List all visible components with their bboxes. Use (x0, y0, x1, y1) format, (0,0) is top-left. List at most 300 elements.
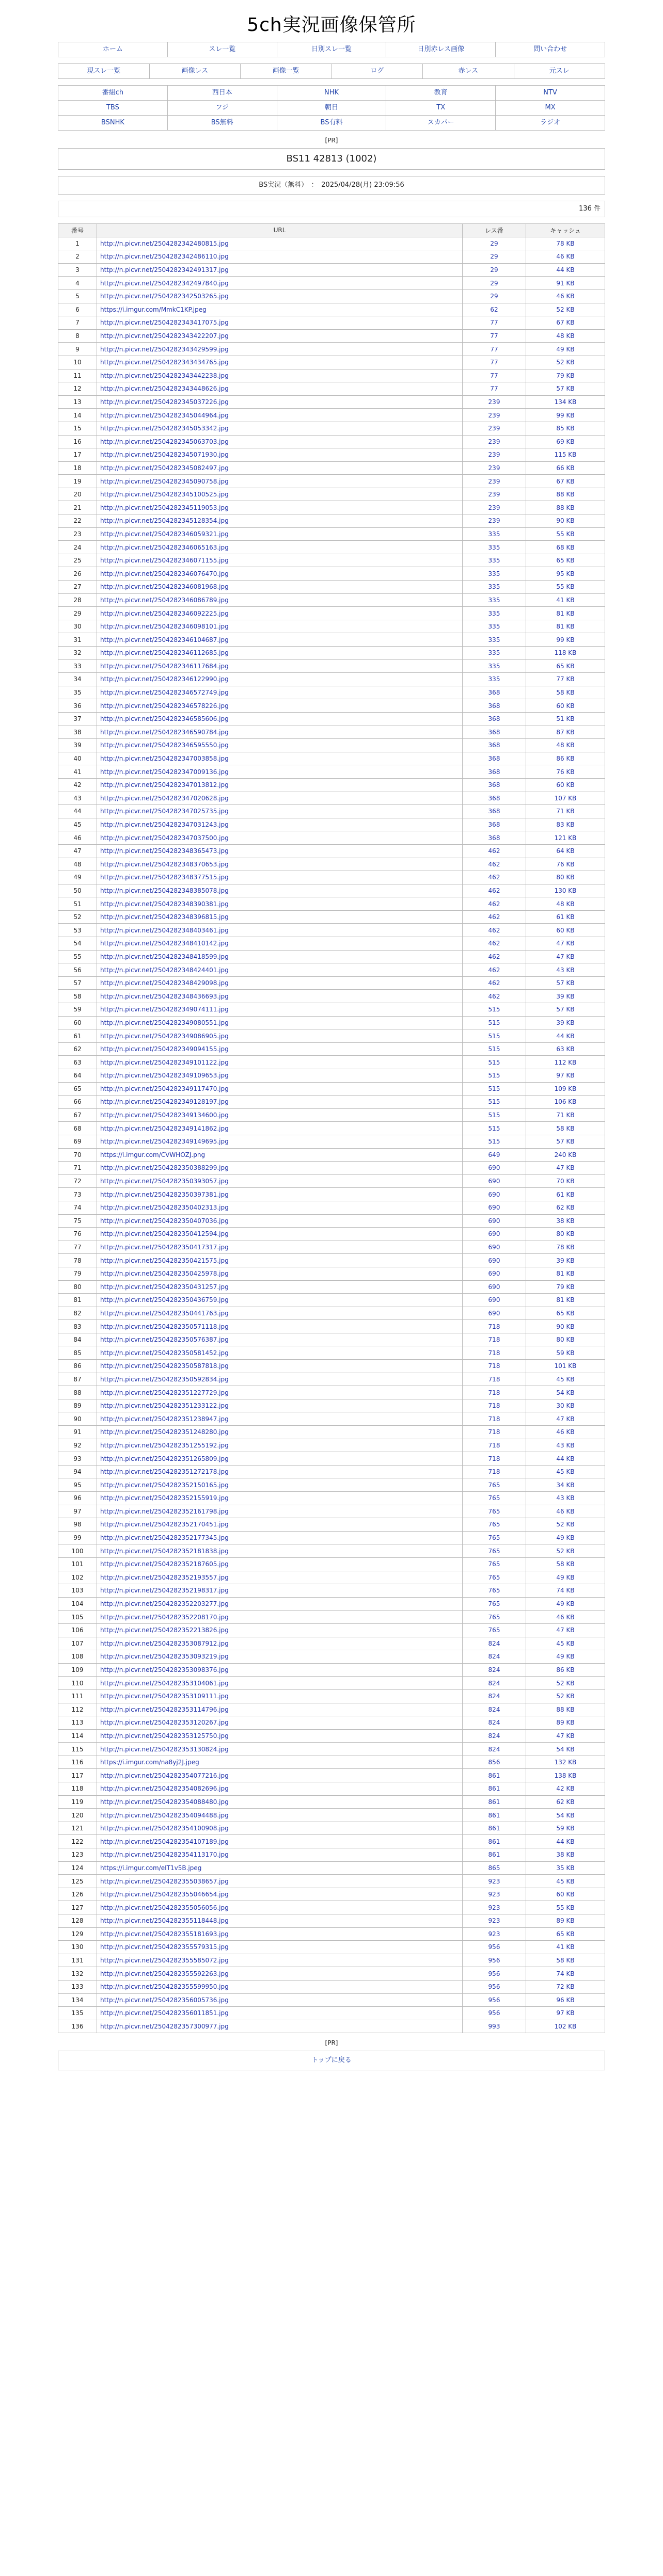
row-res-number[interactable]: 861 (463, 1822, 526, 1835)
row-res-number[interactable]: 690 (463, 1280, 526, 1294)
row-cache-size[interactable]: 87 KB (526, 726, 605, 739)
image-url-link[interactable]: http://n.picvr.net/2504282349080551.jpg (100, 1019, 229, 1026)
image-url-link[interactable]: http://n.picvr.net/2504282346104687.jpg (100, 636, 229, 643)
row-cache-size[interactable]: 95 KB (526, 567, 605, 581)
image-url-link[interactable]: http://n.picvr.net/2504282350397381.jpg (100, 1190, 229, 1198)
channel-link[interactable]: NHK (277, 86, 387, 100)
image-url-link[interactable]: http://n.picvr.net/2504282347013812.jpg (100, 781, 229, 789)
row-res-number[interactable]: 29 (463, 289, 526, 303)
image-url-link[interactable]: http://n.picvr.net/2504282348424401.jpg (100, 966, 229, 974)
image-url-link[interactable]: http://n.picvr.net/2504282352177345.jpg (100, 1534, 229, 1542)
row-cache-size[interactable]: 90 KB (526, 514, 605, 528)
row-cache-size[interactable]: 45 KB (526, 1373, 605, 1386)
image-url-link[interactable]: http://n.picvr.net/2504282349117470.jpg (100, 1085, 229, 1092)
row-res-number[interactable]: 515 (463, 1135, 526, 1148)
row-cache-size[interactable]: 46 KB (526, 250, 605, 264)
row-cache-size[interactable]: 88 KB (526, 501, 605, 514)
row-cache-size[interactable]: 55 KB (526, 581, 605, 594)
image-url-link[interactable]: http://n.picvr.net/2504282350412594.jpg (100, 1230, 229, 1238)
row-cache-size[interactable]: 55 KB (526, 527, 605, 541)
image-url-link[interactable]: http://n.picvr.net/2504282346595550.jpg (100, 742, 229, 749)
row-cache-size[interactable]: 76 KB (526, 858, 605, 871)
image-url-link[interactable]: http://n.picvr.net/2504282346590784.jpg (100, 728, 229, 736)
image-url-link[interactable]: http://n.picvr.net/2504282353109111.jpg (100, 1693, 229, 1700)
nav-home[interactable]: ホーム (58, 42, 168, 57)
nav-red-res[interactable]: 赤レス (423, 64, 514, 78)
row-res-number[interactable]: 824 (463, 1703, 526, 1716)
channel-link[interactable]: TBS (58, 101, 168, 115)
row-res-number[interactable]: 515 (463, 1003, 526, 1017)
image-url-link[interactable]: http://n.picvr.net/2504282343442238.jpg (100, 372, 229, 379)
image-url-link[interactable]: http://n.picvr.net/2504282349109653.jpg (100, 1072, 229, 1080)
row-res-number[interactable]: 515 (463, 1122, 526, 1135)
row-res-number[interactable]: 77 (463, 369, 526, 382)
row-res-number[interactable]: 515 (463, 1042, 526, 1056)
row-res-number[interactable]: 824 (463, 1716, 526, 1730)
row-res-number[interactable]: 77 (463, 356, 526, 369)
row-res-number[interactable]: 462 (463, 910, 526, 924)
image-url-link[interactable]: http://n.picvr.net/2504282347009136.jpg (100, 768, 229, 776)
row-res-number[interactable]: 690 (463, 1294, 526, 1307)
row-res-number[interactable]: 515 (463, 1056, 526, 1069)
image-url-link[interactable]: http://n.picvr.net/2504282357300977.jpg (100, 2023, 229, 2031)
row-cache-size[interactable]: 44 KB (526, 1835, 605, 1848)
image-url-link[interactable]: http://n.picvr.net/2504282345071930.jpg (100, 451, 229, 459)
row-cache-size[interactable]: 64 KB (526, 844, 605, 858)
row-res-number[interactable]: 861 (463, 1848, 526, 1862)
row-res-number[interactable]: 824 (463, 1677, 526, 1690)
row-res-number[interactable]: 29 (463, 237, 526, 250)
row-cache-size[interactable]: 107 KB (526, 792, 605, 805)
nav-log[interactable]: ログ (332, 64, 423, 78)
image-url-link[interactable]: http://n.picvr.net/2504282356005736.jpg (100, 1996, 229, 2004)
row-cache-size[interactable]: 52 KB (526, 1518, 605, 1532)
row-cache-size[interactable]: 97 KB (526, 2007, 605, 2020)
row-cache-size[interactable]: 67 KB (526, 316, 605, 330)
row-cache-size[interactable]: 46 KB (526, 1426, 605, 1439)
row-cache-size[interactable]: 109 KB (526, 1082, 605, 1096)
image-url-link[interactable]: http://n.picvr.net/2504282346122990.jpg (100, 675, 229, 683)
row-res-number[interactable]: 690 (463, 1201, 526, 1214)
row-res-number[interactable]: 690 (463, 1307, 526, 1320)
image-url-link[interactable]: http://n.picvr.net/2504282346086789.jpg (100, 596, 229, 604)
image-url-link[interactable]: http://n.picvr.net/2504282349094155.jpg (100, 1045, 229, 1053)
image-url-link[interactable]: http://n.picvr.net/2504282354082696.jpg (100, 1785, 229, 1793)
row-res-number[interactable]: 368 (463, 712, 526, 726)
row-res-number[interactable]: 462 (463, 924, 526, 937)
row-res-number[interactable]: 335 (463, 593, 526, 607)
row-cache-size[interactable]: 62 KB (526, 1201, 605, 1214)
row-res-number[interactable]: 239 (463, 501, 526, 514)
row-cache-size[interactable]: 51 KB (526, 712, 605, 726)
row-res-number[interactable]: 77 (463, 343, 526, 356)
image-url-link[interactable]: http://n.picvr.net/2504282350388299.jpg (100, 1164, 229, 1172)
row-res-number[interactable]: 462 (463, 884, 526, 897)
nav-thread-list[interactable]: スレ一覧 (168, 42, 277, 57)
row-res-number[interactable]: 865 (463, 1861, 526, 1875)
image-url-link[interactable]: http://n.picvr.net/2504282352203277.jpg (100, 1600, 229, 1608)
row-cache-size[interactable]: 60 KB (526, 924, 605, 937)
row-res-number[interactable]: 861 (463, 1809, 526, 1822)
image-url-link[interactable]: http://n.picvr.net/2504282347031243.jpg (100, 821, 229, 829)
image-url-link[interactable]: http://n.picvr.net/2504282348377515.jpg (100, 874, 229, 881)
row-res-number[interactable]: 335 (463, 633, 526, 647)
image-url-link[interactable]: http://n.picvr.net/2504282350592834.jpg (100, 1375, 229, 1383)
row-cache-size[interactable]: 88 KB (526, 1703, 605, 1716)
image-url-link[interactable]: http://n.picvr.net/2504282346578226.jpg (100, 702, 229, 710)
row-cache-size[interactable]: 101 KB (526, 1360, 605, 1373)
row-res-number[interactable]: 956 (463, 1967, 526, 1981)
image-url-link[interactable]: http://n.picvr.net/2504282343429599.jpg (100, 345, 229, 353)
row-cache-size[interactable]: 78 KB (526, 1241, 605, 1254)
row-cache-size[interactable]: 39 KB (526, 1254, 605, 1267)
image-url-link[interactable]: http://n.picvr.net/2504282350587818.jpg (100, 1362, 229, 1370)
row-cache-size[interactable]: 46 KB (526, 1505, 605, 1518)
row-res-number[interactable]: 718 (463, 1465, 526, 1478)
image-url-link[interactable]: http://n.picvr.net/2504282348436693.jpg (100, 992, 229, 1000)
row-cache-size[interactable]: 35 KB (526, 1861, 605, 1875)
row-res-number[interactable]: 239 (463, 435, 526, 448)
row-cache-size[interactable]: 41 KB (526, 593, 605, 607)
image-url-link[interactable]: http://n.picvr.net/2504282343448626.jpg (100, 385, 229, 393)
image-url-link[interactable]: http://n.picvr.net/2504282347003858.jpg (100, 755, 229, 763)
row-res-number[interactable]: 335 (463, 567, 526, 581)
row-cache-size[interactable]: 49 KB (526, 1531, 605, 1544)
image-url-link[interactable]: http://n.picvr.net/2504282348385078.jpg (100, 887, 229, 894)
row-res-number[interactable]: 368 (463, 726, 526, 739)
nav-image-list[interactable]: 画像一覧 (241, 64, 332, 78)
row-cache-size[interactable]: 79 KB (526, 1280, 605, 1294)
image-url-link[interactable]: http://n.picvr.net/2504282350436759.jpg (100, 1296, 229, 1304)
row-cache-size[interactable]: 74 KB (526, 1967, 605, 1981)
image-url-link[interactable]: http://n.picvr.net/2504282356011851.jpg (100, 2009, 229, 2017)
row-cache-size[interactable]: 85 KB (526, 422, 605, 435)
image-url-link[interactable]: http://n.picvr.net/2504282354088480.jpg (100, 1798, 229, 1806)
row-cache-size[interactable]: 34 KB (526, 1478, 605, 1492)
image-url-link[interactable]: http://n.picvr.net/2504282346081968.jpg (100, 583, 229, 591)
image-url-link[interactable]: http://n.picvr.net/2504282346092225.jpg (100, 609, 229, 617)
row-cache-size[interactable]: 58 KB (526, 1557, 605, 1571)
image-url-link[interactable]: http://n.picvr.net/2504282348429098.jpg (100, 979, 229, 987)
image-url-link[interactable]: http://n.picvr.net/2504282345119053.jpg (100, 504, 229, 511)
channel-link[interactable]: ラジオ (540, 119, 561, 126)
row-cache-size[interactable]: 54 KB (526, 1743, 605, 1756)
row-cache-size[interactable]: 71 KB (526, 805, 605, 818)
image-url-link[interactable]: http://n.picvr.net/2504282345044964.jpg (100, 411, 229, 419)
row-res-number[interactable]: 718 (463, 1399, 526, 1412)
row-res-number[interactable]: 690 (463, 1267, 526, 1280)
image-url-link[interactable]: http://n.picvr.net/2504282352193557.jpg (100, 1573, 229, 1581)
row-res-number[interactable]: 462 (463, 950, 526, 963)
row-cache-size[interactable]: 70 KB (526, 1174, 605, 1188)
row-res-number[interactable]: 765 (463, 1623, 526, 1637)
row-res-number[interactable]: 335 (463, 620, 526, 633)
row-res-number[interactable]: 923 (463, 1875, 526, 1888)
nav-daily-thread-list[interactable]: 日別スレ一覧 (277, 42, 387, 57)
image-url-link[interactable]: http://n.picvr.net/2504282350441763.jpg (100, 1309, 229, 1317)
row-cache-size[interactable]: 89 KB (526, 1914, 605, 1928)
image-url-link[interactable]: http://n.picvr.net/2504282351255192.jpg (100, 1441, 229, 1449)
row-cache-size[interactable]: 44 KB (526, 1029, 605, 1043)
row-cache-size[interactable]: 77 KB (526, 673, 605, 686)
image-url-link[interactable]: http://n.picvr.net/2504282345053342.jpg (100, 425, 229, 432)
image-url-link[interactable]: http://n.picvr.net/2504282355599950.jpg (100, 1983, 229, 1991)
image-url-link[interactable]: http://n.picvr.net/2504282342497840.jpg (100, 279, 229, 287)
image-url-link[interactable]: http://n.picvr.net/2504282343422207.jpg (100, 332, 229, 340)
row-cache-size[interactable]: 78 KB (526, 237, 605, 250)
image-url-link[interactable]: http://n.picvr.net/2504282345063703.jpg (100, 438, 229, 445)
image-url-link[interactable]: http://n.picvr.net/2504282348418599.jpg (100, 953, 229, 960)
image-url-link[interactable]: http://n.picvr.net/2504282354077216.jpg (100, 1772, 229, 1779)
row-cache-size[interactable]: 49 KB (526, 343, 605, 356)
image-url-link[interactable]: http://n.picvr.net/2504282350402313.jpg (100, 1204, 229, 1212)
row-res-number[interactable]: 77 (463, 316, 526, 330)
image-url-link[interactable]: http://n.picvr.net/2504282346071155.jpg (100, 557, 229, 565)
row-cache-size[interactable]: 43 KB (526, 1439, 605, 1452)
row-cache-size[interactable]: 47 KB (526, 937, 605, 951)
row-res-number[interactable]: 335 (463, 659, 526, 673)
image-url-link[interactable]: http://n.picvr.net/2504282355056056.jpg (100, 1904, 229, 1911)
nav-image-res[interactable]: 画像レス (150, 64, 241, 78)
row-res-number[interactable]: 923 (463, 1927, 526, 1941)
row-res-number[interactable]: 62 (463, 303, 526, 316)
row-cache-size[interactable]: 60 KB (526, 778, 605, 792)
row-res-number[interactable]: 515 (463, 1082, 526, 1096)
row-res-number[interactable]: 923 (463, 1914, 526, 1928)
row-cache-size[interactable]: 66 KB (526, 461, 605, 475)
image-url-link[interactable]: http://n.picvr.net/2504282349074111.jpg (100, 1006, 229, 1013)
row-cache-size[interactable]: 48 KB (526, 897, 605, 911)
row-cache-size[interactable]: 76 KB (526, 765, 605, 779)
image-url-link[interactable]: http://n.picvr.net/2504282349086905.jpg (100, 1032, 229, 1040)
row-cache-size[interactable]: 65 KB (526, 1927, 605, 1941)
row-cache-size[interactable]: 65 KB (526, 554, 605, 567)
image-url-link[interactable]: http://n.picvr.net/2504282349128197.jpg (100, 1098, 229, 1106)
row-cache-size[interactable]: 30 KB (526, 1399, 605, 1412)
row-res-number[interactable]: 765 (463, 1492, 526, 1505)
back-to-top-link[interactable]: トップに戻る (311, 2056, 352, 2065)
image-url-link[interactable]: http://n.picvr.net/2504282349149695.jpg (100, 1138, 229, 1146)
row-cache-size[interactable]: 112 KB (526, 1056, 605, 1069)
row-res-number[interactable]: 718 (463, 1439, 526, 1452)
image-url-link[interactable]: http://n.picvr.net/2504282342486110.jpg (100, 253, 229, 261)
row-cache-size[interactable]: 47 KB (526, 950, 605, 963)
row-cache-size[interactable]: 118 KB (526, 647, 605, 660)
row-res-number[interactable]: 368 (463, 686, 526, 699)
image-url-link[interactable]: http://n.picvr.net/2504282346098101.jpg (100, 623, 229, 631)
row-res-number[interactable]: 335 (463, 527, 526, 541)
row-cache-size[interactable]: 71 KB (526, 1108, 605, 1122)
image-url-link[interactable]: http://n.picvr.net/2504282346585606.jpg (100, 715, 229, 723)
image-url-link[interactable]: http://n.picvr.net/2504282346572749.jpg (100, 689, 229, 697)
row-res-number[interactable]: 765 (463, 1505, 526, 1518)
row-res-number[interactable]: 765 (463, 1557, 526, 1571)
row-res-number[interactable]: 368 (463, 739, 526, 752)
row-cache-size[interactable]: 61 KB (526, 910, 605, 924)
row-res-number[interactable]: 515 (463, 1016, 526, 1029)
row-cache-size[interactable]: 67 KB (526, 475, 605, 488)
row-cache-size[interactable]: 115 KB (526, 448, 605, 462)
image-url-link[interactable]: http://n.picvr.net/2504282347020628.jpg (100, 794, 229, 802)
row-cache-size[interactable]: 134 KB (526, 395, 605, 409)
row-res-number[interactable]: 718 (463, 1412, 526, 1426)
row-cache-size[interactable]: 74 KB (526, 1584, 605, 1598)
row-cache-size[interactable]: 52 KB (526, 1677, 605, 1690)
image-url-link[interactable]: http://n.picvr.net/2504282346076470.jpg (100, 570, 229, 577)
row-res-number[interactable]: 515 (463, 1029, 526, 1043)
image-url-link[interactable]: http://n.picvr.net/2504282352213826.jpg (100, 1627, 229, 1634)
row-cache-size[interactable]: 81 KB (526, 620, 605, 633)
row-res-number[interactable]: 515 (463, 1096, 526, 1109)
row-cache-size[interactable]: 62 KB (526, 1795, 605, 1809)
row-res-number[interactable]: 956 (463, 1954, 526, 1967)
channel-link[interactable]: 朝日 (277, 101, 387, 115)
image-url-link[interactable]: http://n.picvr.net/2504282345082497.jpg (100, 464, 229, 472)
row-res-number[interactable]: 239 (463, 409, 526, 422)
row-cache-size[interactable]: 83 KB (526, 818, 605, 831)
row-cache-size[interactable]: 57 KB (526, 1003, 605, 1017)
row-res-number[interactable]: 718 (463, 1320, 526, 1333)
row-cache-size[interactable]: 63 KB (526, 1042, 605, 1056)
row-res-number[interactable]: 335 (463, 607, 526, 620)
row-cache-size[interactable]: 46 KB (526, 289, 605, 303)
row-res-number[interactable]: 824 (463, 1729, 526, 1743)
image-url-link[interactable]: http://n.picvr.net/2504282342503265.jpg (100, 293, 229, 300)
image-url-link[interactable]: http://n.picvr.net/2504282342480815.jpg (100, 239, 229, 247)
row-res-number[interactable]: 368 (463, 752, 526, 765)
image-url-link[interactable]: http://n.picvr.net/2504282347025735.jpg (100, 808, 229, 815)
image-url-link[interactable]: http://n.picvr.net/2504282353120267.jpg (100, 1719, 229, 1727)
row-cache-size[interactable]: 240 KB (526, 1148, 605, 1162)
image-url-link[interactable]: http://n.picvr.net/2504282346117684.jpg (100, 662, 229, 670)
image-url-link[interactable]: http://n.picvr.net/2504282355585072.jpg (100, 1957, 229, 1965)
row-res-number[interactable]: 861 (463, 1795, 526, 1809)
row-cache-size[interactable]: 99 KB (526, 409, 605, 422)
row-res-number[interactable]: 824 (463, 1650, 526, 1664)
row-res-number[interactable]: 861 (463, 1835, 526, 1848)
image-url-link[interactable]: http://n.picvr.net/2504282350417317.jpg (100, 1244, 229, 1251)
row-cache-size[interactable]: 45 KB (526, 1465, 605, 1478)
row-cache-size[interactable]: 88 KB (526, 488, 605, 501)
row-cache-size[interactable]: 81 KB (526, 1267, 605, 1280)
row-cache-size[interactable]: 47 KB (526, 1412, 605, 1426)
row-res-number[interactable]: 29 (463, 277, 526, 290)
image-url-link[interactable]: http://n.picvr.net/2504282351233122.jpg (100, 1402, 229, 1410)
nav-current-threads[interactable]: 現スレ一覧 (58, 64, 150, 78)
row-cache-size[interactable]: 86 KB (526, 752, 605, 765)
row-cache-size[interactable]: 57 KB (526, 976, 605, 990)
image-url-link[interactable]: http://n.picvr.net/2504282351272178.jpg (100, 1468, 229, 1476)
row-cache-size[interactable]: 59 KB (526, 1822, 605, 1835)
row-cache-size[interactable]: 68 KB (526, 541, 605, 554)
row-cache-size[interactable]: 47 KB (526, 1623, 605, 1637)
nav-daily-red-res-images[interactable]: 日別赤レス画像 (386, 42, 496, 57)
row-cache-size[interactable]: 80 KB (526, 1228, 605, 1241)
row-cache-size[interactable]: 54 KB (526, 1386, 605, 1399)
row-cache-size[interactable]: 86 KB (526, 1663, 605, 1677)
row-res-number[interactable]: 335 (463, 554, 526, 567)
image-url-link[interactable]: http://n.picvr.net/2504282346065163.jpg (100, 543, 229, 551)
image-url-link[interactable]: http://n.picvr.net/2504282350421575.jpg (100, 1257, 229, 1264)
row-res-number[interactable]: 515 (463, 1069, 526, 1083)
row-cache-size[interactable]: 49 KB (526, 1650, 605, 1664)
row-cache-size[interactable]: 80 KB (526, 1333, 605, 1346)
row-cache-size[interactable]: 45 KB (526, 1875, 605, 1888)
row-res-number[interactable]: 690 (463, 1214, 526, 1228)
image-url-link[interactable]: http://n.picvr.net/2504282353093219.jpg (100, 1653, 229, 1661)
row-res-number[interactable]: 993 (463, 2020, 526, 2033)
channel-link[interactable]: BS無料 (168, 116, 277, 130)
row-res-number[interactable]: 765 (463, 1571, 526, 1584)
channel-link[interactable]: フジ (168, 101, 277, 115)
image-url-link[interactable]: http://n.picvr.net/2504282352161798.jpg (100, 1507, 229, 1515)
row-cache-size[interactable]: 60 KB (526, 699, 605, 713)
row-res-number[interactable]: 861 (463, 1769, 526, 1782)
image-url-link[interactable]: http://n.picvr.net/2504282346112685.jpg (100, 649, 229, 657)
row-cache-size[interactable]: 65 KB (526, 1307, 605, 1320)
row-res-number[interactable]: 515 (463, 1108, 526, 1122)
row-cache-size[interactable]: 80 KB (526, 871, 605, 884)
image-url-link[interactable]: http://n.picvr.net/2504282353104061.jpg (100, 1679, 229, 1687)
channel-link[interactable]: NTV (543, 89, 557, 96)
image-url-link[interactable]: https://i.imgur.com/na8yj2J.jpeg (100, 1759, 199, 1766)
image-url-link[interactable]: https://i.imgur.com/CVWHOZJ.png (100, 1151, 206, 1158)
row-res-number[interactable]: 335 (463, 647, 526, 660)
row-res-number[interactable]: 462 (463, 871, 526, 884)
row-res-number[interactable]: 239 (463, 461, 526, 475)
row-cache-size[interactable]: 130 KB (526, 884, 605, 897)
row-res-number[interactable]: 368 (463, 818, 526, 831)
image-url-link[interactable]: http://n.picvr.net/2504282354094488.jpg (100, 1811, 229, 1819)
image-url-link[interactable]: http://n.picvr.net/2504282347037500.jpg (100, 834, 229, 842)
row-cache-size[interactable]: 38 KB (526, 1214, 605, 1228)
image-url-link[interactable]: http://n.picvr.net/2504282352150165.jpg (100, 1481, 229, 1489)
image-url-link[interactable]: http://n.picvr.net/2504282352198317.jpg (100, 1587, 229, 1595)
channel-link[interactable]: 番組ch (58, 86, 168, 100)
row-res-number[interactable]: 765 (463, 1597, 526, 1611)
row-cache-size[interactable]: 46 KB (526, 1611, 605, 1624)
image-url-link[interactable]: http://n.picvr.net/2504282346059321.jpg (100, 530, 229, 538)
image-url-link[interactable]: http://n.picvr.net/2504282353130824.jpg (100, 1745, 229, 1753)
row-res-number[interactable]: 690 (463, 1188, 526, 1201)
row-res-number[interactable]: 765 (463, 1531, 526, 1544)
image-url-link[interactable]: http://n.picvr.net/2504282350581452.jpg (100, 1349, 229, 1357)
row-res-number[interactable]: 765 (463, 1478, 526, 1492)
image-url-link[interactable]: http://n.picvr.net/2504282353125750.jpg (100, 1732, 229, 1740)
row-res-number[interactable]: 956 (463, 1980, 526, 1993)
row-cache-size[interactable]: 52 KB (526, 1689, 605, 1703)
row-res-number[interactable]: 690 (463, 1241, 526, 1254)
row-cache-size[interactable]: 43 KB (526, 963, 605, 977)
row-cache-size[interactable]: 102 KB (526, 2020, 605, 2033)
row-res-number[interactable]: 29 (463, 250, 526, 264)
image-url-link[interactable]: http://n.picvr.net/2504282353087912.jpg (100, 1639, 229, 1647)
row-cache-size[interactable]: 52 KB (526, 356, 605, 369)
row-res-number[interactable]: 765 (463, 1544, 526, 1558)
row-cache-size[interactable]: 44 KB (526, 263, 605, 277)
row-cache-size[interactable]: 81 KB (526, 607, 605, 620)
row-res-number[interactable]: 368 (463, 778, 526, 792)
row-res-number[interactable]: 718 (463, 1426, 526, 1439)
image-url-link[interactable]: http://n.picvr.net/2504282352155919.jpg (100, 1494, 229, 1502)
row-cache-size[interactable]: 55 KB (526, 1901, 605, 1914)
row-cache-size[interactable]: 58 KB (526, 1954, 605, 1967)
image-url-link[interactable]: http://n.picvr.net/2504282351238947.jpg (100, 1415, 229, 1423)
image-url-link[interactable]: http://n.picvr.net/2504282354113170.jpg (100, 1851, 229, 1859)
row-cache-size[interactable]: 39 KB (526, 1016, 605, 1029)
channel-link[interactable]: 教育 (386, 86, 496, 100)
row-cache-size[interactable]: 44 KB (526, 1452, 605, 1466)
